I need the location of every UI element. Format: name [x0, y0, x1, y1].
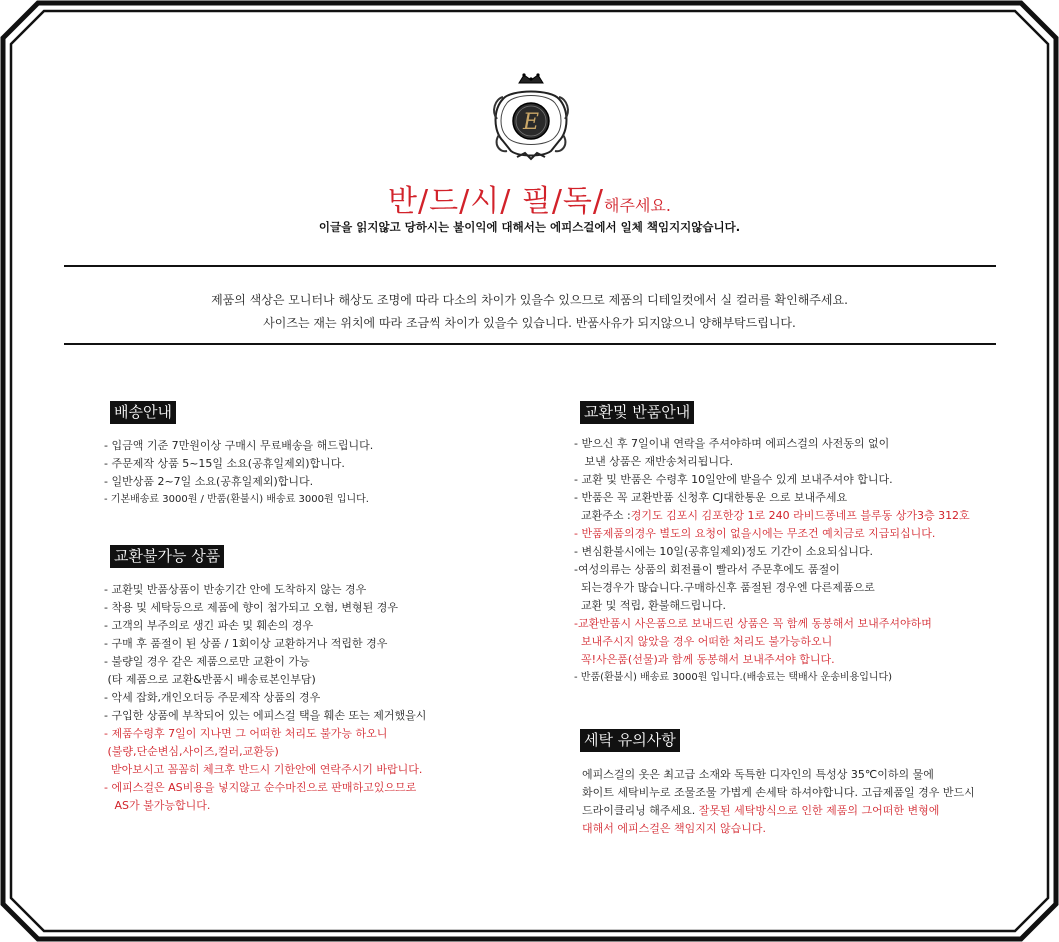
washing-line: 에피스걸의 옷은 최고급 소재와 독특한 디자인의 특성상 35℃이하의 물에 — [582, 768, 934, 781]
list-item: - 변심환불시에는 10일(공휴일제외)정도 기간이 소요되십니다. — [574, 545, 874, 558]
list-item: - 교환및 반품상품이 반송기간 안에 도착하지 않는 경우 — [104, 583, 367, 596]
list-item-warning: AS가 불가능합니다. — [104, 799, 211, 812]
list-item: 되는경우가 많습니다.구매하신후 품절된 경우엔 다른제품으로 — [574, 581, 875, 594]
notice-line-1: 제품의 색상은 모니터나 해상도 조명에 따라 다소의 차이가 있을수 있으므로 제품의 디테일컷에서 실 컬러를 확인해주세요. — [211, 293, 848, 307]
list-item: - 반품은 꼭 교환반품 신청후 CJ대한통운 으로 보내주세요 — [574, 491, 848, 504]
list-item: - 주문제작 상품 5~15일 소요(공휴일제외)합니다. — [104, 457, 345, 470]
list-item: - 악세 잡화,개인오더등 주문제작 상품의 경우 — [104, 691, 321, 704]
list-item-warning: 받아보시고 꼼꼼히 체크후 반드시 기한안에 연락주시기 바랍니다. — [104, 763, 423, 776]
exchange-list — [574, 435, 970, 687]
list-item-warning: - 제품수령후 7일이 지나면 그 어떠한 처리도 불가능 하오니 — [104, 727, 388, 740]
list-item: 교환 및 적립, 환불해드립니다. — [574, 599, 726, 612]
no-exchange-heading: 교환불가능 상품 — [110, 545, 224, 568]
notice-line-2: 사이즈는 재는 위치에 따라 조금씩 차이가 있을수 있습니다. 반품사유가 되지않으니 양해부탁드립니다. — [263, 316, 796, 330]
title-main: 반/드/시/ 필/독/ — [388, 184, 605, 219]
list-item: - 구매 후 품절이 된 상품 / 1회이상 교환하거나 적립한 경우 — [104, 637, 388, 650]
washing-line: 화이트 세탁비누로 조물조물 가볍게 손세탁 하셔야합니다. 고급제품일 경우 반드시 — [582, 786, 975, 799]
list-item: - 고객의 부주의로 생긴 파손 및 훼손의 경우 — [104, 619, 314, 632]
washing-list — [582, 766, 975, 838]
list-item: - 교환 및 반품은 수령후 10일안에 받을수 있게 보내주셔야 합니다. — [574, 473, 893, 486]
list-item: - 불량일 경우 같은 제품으로만 교환이 가능 — [104, 655, 310, 668]
list-item-warning: 꼭!사은품(선물)과 함께 동봉해서 보내주셔야 합니다. — [574, 653, 835, 666]
divider-top — [64, 265, 996, 267]
address-value: 경기도 김포시 김포한강 1로 240 라비드퐁네프 블루동 상가3층 312호 — [630, 509, 970, 522]
exchange-address — [574, 507, 970, 525]
crest-emblem-icon — [491, 69, 571, 165]
list-item: - 입금액 기준 7만원이상 구매시 무료배송을 해드립니다. — [104, 439, 374, 452]
address-label: 교환주소 : — [574, 509, 631, 522]
list-item: - 반품(환불시) 배송료 3000원 입니다.(배송료는 택배사 운송비용입니다) — [574, 672, 893, 683]
list-item-warning: 보내주시지 않았을 경우 어떠한 처리도 불가능하오니 — [574, 635, 833, 648]
shipping-list — [104, 437, 373, 509]
list-item: - 착용 및 세탁등으로 제품에 향이 첨가되고 오혐, 변형된 경우 — [104, 601, 398, 614]
list-item: - 일반상품 2~7일 소요(공휴일제외)합니다. — [104, 475, 314, 488]
shipping-heading: 배송안내 — [110, 401, 176, 424]
washing-text: 드라이클리닝 해주세요. — [582, 804, 699, 817]
washing-line — [582, 802, 975, 820]
washing-warning: 잘못된 세탁방식으로 인한 제품의 그어떠한 변형에 — [698, 804, 940, 817]
washing-warning: 대해서 에피스걸은 책임지지 않습니다. — [582, 822, 767, 835]
logo-letter: E — [522, 110, 540, 135]
list-item-warning: - 반품제품의경우 별도의 요청이 없을시에는 무조건 예치금로 지급되십니다. — [574, 527, 936, 540]
list-item: - 구입한 상품에 부착되어 있는 에피스걸 택을 훼손 또는 제거했을시 — [104, 709, 427, 722]
page-title — [0, 176, 1059, 220]
list-item-warning: (불량,단순변심,사이즈,컬러,교환등) — [104, 745, 279, 758]
list-item: -여성의류는 상품의 회전률이 빨라서 주문후에도 품절이 — [574, 563, 840, 576]
list-item: (타 제품으로 교환&반품시 배송료본인부담) — [104, 673, 316, 686]
list-item: 보낸 상품은 재반송처리됩니다. — [574, 455, 734, 468]
no-exchange-list — [104, 581, 426, 815]
list-item: - 받으신 후 7일이내 연락을 주셔야하며 에피스걸의 사전동의 없이 — [574, 437, 890, 450]
exchange-heading: 교환및 반품안내 — [580, 401, 694, 424]
page-subtitle: 이글을 읽지않고 당하시는 불이익에 대해서는 에피스걸에서 일체 책임지지않습니다. — [318, 220, 741, 234]
divider-bottom — [64, 343, 996, 345]
title-suffix: 해주세요. — [604, 196, 671, 215]
list-item: - 기본배송료 3000원 / 반품(환불시) 배송료 3000원 입니다. — [104, 494, 369, 505]
washing-heading: 세탁 유의사항 — [580, 729, 680, 752]
list-item-warning: -교환반품시 사은품으로 보내드린 상품은 꼭 함께 동봉해서 보내주셔야하며 — [574, 617, 932, 630]
list-item-warning: - 에피스걸은 AS비용을 넣지않고 순수마진으로 판매하고있으므로 — [104, 781, 417, 794]
